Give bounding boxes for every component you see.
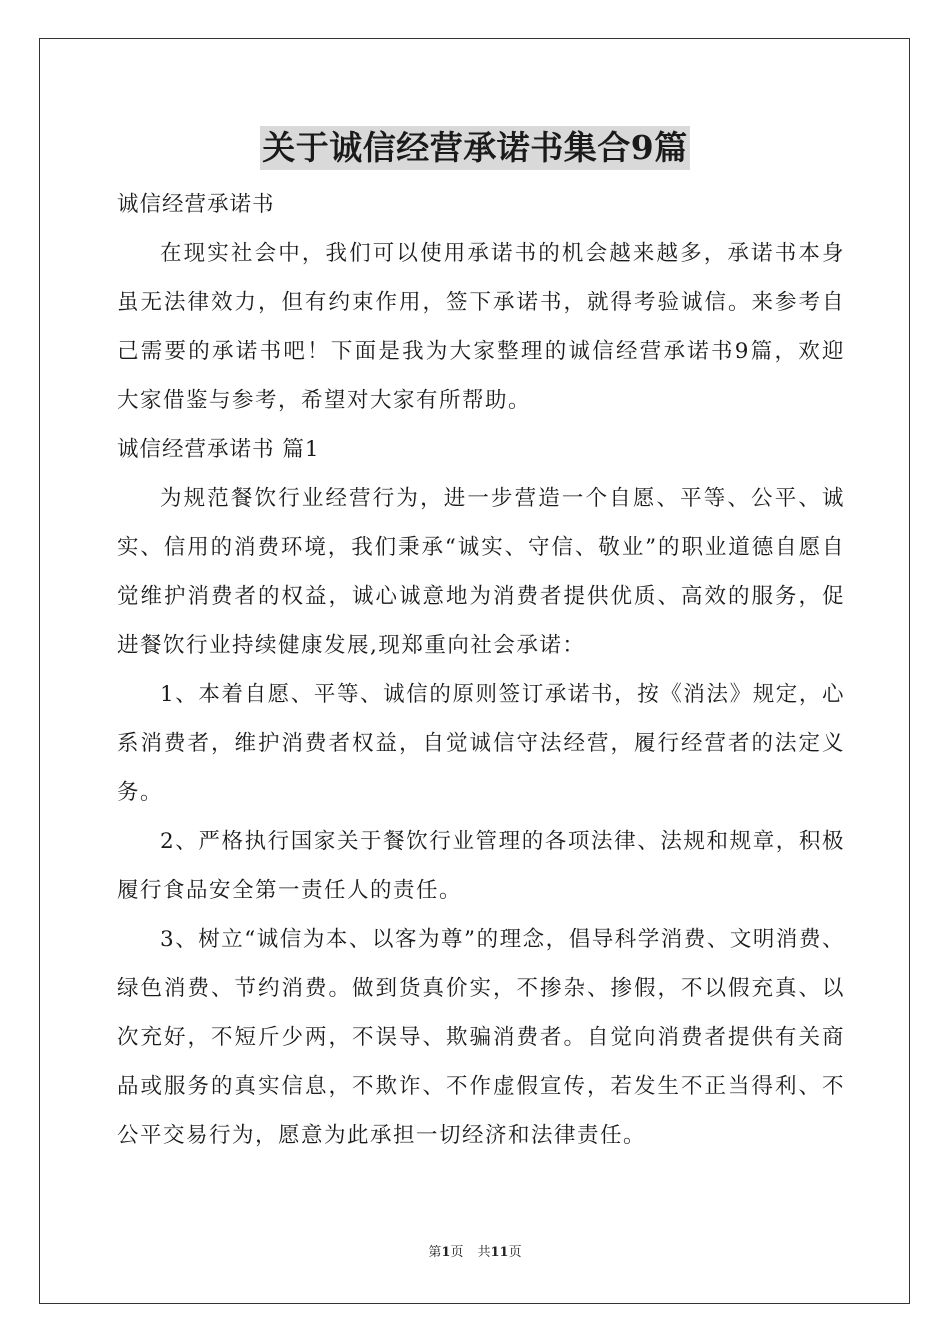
current-page-number: 1 <box>441 1245 451 1260</box>
total-page-count: 11 <box>490 1245 509 1260</box>
page-footer <box>0 1244 950 1262</box>
section-heading-part-1: 诚信经营承诺书 篇1 <box>117 437 320 462</box>
body-paragraph-3: 2、严格执行国家关于餐饮行业管理的各项法律、法规和规章，积极履行食品安全第一责任人的责任。 <box>117 829 845 903</box>
page-prefix: 第 <box>428 1245 442 1260</box>
body-paragraph-2: 1、本着自愿、平等、诚信的原则签订承诺书，按《消法》规定，心系消费者，维护消费者权益，自觉诚信守法经营，履行经营者的法定义务。 <box>117 682 845 805</box>
document-body <box>117 180 845 1160</box>
body-paragraph-4: 3、树立“诚信为本、以客为尊”的理念，倡导科学消费、文明消费、绿色消费、节约消费。做到货真价实，不掺杂、掺假，不以假充真、以次充好，不短斤少两，不误导、欺骗消费者。自觉向消费者提供有关商品或服务的真实信息，不欺诈、不作虚假宣传，若发生不正当得利、不公平交易行为，愿意为此承担一切经济和法律责任。 <box>117 927 845 1148</box>
total-prefix: 共 <box>477 1245 491 1260</box>
document-title: 关于诚信经营承诺书集合9篇 <box>260 126 689 170</box>
title-container <box>0 126 950 170</box>
section-heading-intro: 诚信经营承诺书 <box>117 192 275 217</box>
total-suffix: 页 <box>508 1245 522 1260</box>
body-paragraph-1: 为规范餐饮行业经营行为，进一步营造一个自愿、平等、公平、诚实、信用的消费环境，我们秉承“诚实、守信、敬业”的职业道德自愿自觉维护消费者的权益，诚心诚意地为消费者提供优质、高效的服务，促进餐饮行业持续健康发展,现郑重向社会承诺： <box>117 486 845 658</box>
page-suffix: 页 <box>450 1245 464 1260</box>
intro-paragraph: 在现实社会中，我们可以使用承诺书的机会越来越多，承诺书本身虽无法律效力，但有约束作用，签下承诺书，就得考验诚信。来参考自己需要的承诺书吧！下面是我为大家整理的诚信经营承诺书9篇，欢迎大家借鉴与参考，希望对大家有所帮助。 <box>117 241 845 413</box>
